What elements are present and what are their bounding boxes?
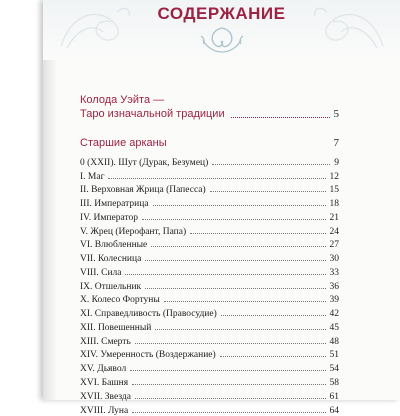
entry-page-number: 39 (329, 295, 339, 306)
page-title: СОДЕРЖАНИЕ (157, 4, 286, 23)
entry-label: I. Маг (80, 171, 105, 182)
toc-entry-list (80, 154, 339, 416)
page-spine-shadow (43, 0, 57, 400)
entry-page-number: 21 (329, 212, 339, 223)
dot-leader (231, 117, 330, 118)
dot-leader (210, 191, 326, 192)
section-page-number: 7 (333, 137, 339, 149)
toc-section-intro[interactable] (80, 93, 339, 121)
dot-leader (135, 343, 326, 344)
toc-entry[interactable] (80, 374, 339, 388)
dot-leader (190, 233, 325, 234)
entry-label: VII. Колесница (80, 254, 142, 265)
dot-leader (220, 356, 326, 357)
dot-leader (145, 288, 325, 289)
toc-entry[interactable] (80, 237, 339, 251)
toc-entry[interactable] (80, 347, 339, 361)
entry-page-number: 51 (329, 350, 339, 361)
entry-page-number: 45 (329, 322, 339, 333)
entry-page-number: 54 (329, 364, 339, 375)
dot-leader (108, 178, 325, 179)
entry-page-number: 48 (329, 336, 339, 347)
toc-entry[interactable] (80, 264, 339, 278)
entry-label: IX. Отшельник (80, 281, 142, 292)
entry-label: VI. Влюбленные (80, 240, 148, 251)
section-title-line: Старшие арканы (80, 137, 167, 149)
section-page-number: 5 (333, 108, 339, 120)
entry-page-number: 27 (329, 240, 339, 251)
section-title-line: Таро изначальной традиции (80, 108, 225, 120)
dot-leader (151, 246, 325, 247)
toc-entry[interactable] (80, 402, 339, 416)
entry-page-number: 61 (329, 391, 339, 402)
entry-label: XV. Дьявол (80, 364, 127, 375)
entry-label: III. Императрица (80, 199, 149, 210)
entry-label: XII. Повешенный (80, 322, 152, 333)
entry-page-number: 24 (329, 226, 339, 237)
entry-label: 0 (XXII). Шут (Дурак, Безумец) (80, 157, 209, 168)
entry-page-number: 15 (329, 185, 339, 196)
toc-entry[interactable] (80, 182, 339, 196)
entry-label: IV. Император (80, 212, 138, 223)
entry-label: XIV. Умеренность (Воздержание) (80, 350, 216, 361)
page-header (43, 0, 400, 60)
toc-entry[interactable] (80, 223, 339, 237)
toc-entry[interactable] (80, 168, 339, 182)
entry-label: XVII. Звезда (80, 391, 131, 402)
dot-leader (132, 412, 325, 413)
dot-leader (125, 274, 325, 275)
entry-page-number: 64 (329, 405, 339, 416)
entry-label: VIII. Сила (80, 267, 122, 278)
section-title-line: Колода Уэйта — (80, 94, 165, 106)
entry-label: XVIII. Луна (80, 405, 129, 416)
toc-section-major-arcana[interactable] (80, 136, 339, 150)
toc-entry[interactable] (80, 195, 339, 209)
dot-leader (155, 329, 325, 330)
entry-page-number: 33 (329, 267, 339, 278)
entry-page-number: 42 (329, 309, 339, 320)
toc-entry[interactable] (80, 209, 339, 223)
entry-label: XVI. Башня (80, 378, 129, 389)
dot-leader (164, 301, 326, 302)
toc-entry[interactable] (80, 333, 339, 347)
entry-label: II. Верховная Жрица (Папесса) (80, 185, 206, 196)
entry-page-number: 18 (329, 199, 339, 210)
dot-leader (142, 219, 326, 220)
dot-leader (153, 205, 326, 206)
toc-entry[interactable] (80, 292, 339, 306)
dot-leader (221, 315, 326, 316)
dot-leader (135, 398, 326, 399)
toc-entry[interactable] (80, 305, 339, 319)
toc-entry[interactable] (80, 278, 339, 292)
entry-label: X. Колесо Фортуны (80, 295, 160, 306)
dot-leader (212, 164, 330, 165)
entry-label: XIII. Смерть (80, 336, 131, 347)
entry-page-number: 12 (329, 171, 339, 182)
toc-entry[interactable] (80, 319, 339, 333)
dot-leader (145, 260, 325, 261)
entry-label: XI. Справедливость (Правосудие) (80, 309, 217, 320)
toc-entry[interactable] (80, 250, 339, 264)
toc-entry[interactable] (80, 360, 339, 374)
entry-page-number: 58 (329, 378, 339, 389)
book-page (43, 0, 400, 416)
entry-label: V. Жрец (Иерофант, Папа) (80, 226, 187, 237)
title-ornament-icon (199, 26, 245, 54)
entry-page-number: 30 (329, 254, 339, 265)
entry-page-number: 9 (334, 157, 339, 168)
dot-leader (130, 370, 325, 371)
dot-leader (132, 384, 325, 385)
toc-entry[interactable] (80, 154, 339, 168)
entry-page-number: 36 (329, 281, 339, 292)
